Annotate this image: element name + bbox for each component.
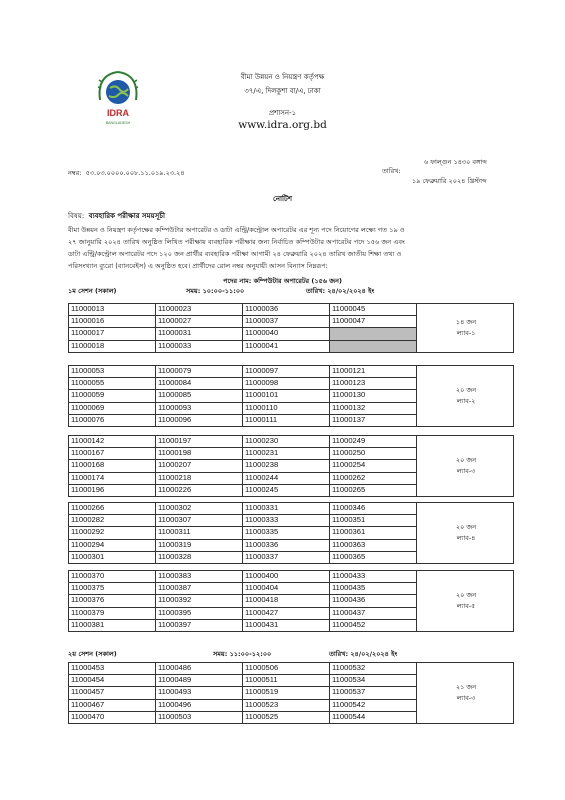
- roll-number-cell: 11000496: [156, 699, 243, 711]
- roll-number-cell: 11000404: [243, 583, 330, 595]
- roll-number-cell: 11000037: [243, 316, 330, 328]
- roll-number-cell: 11000198: [156, 448, 243, 460]
- roll-number-cell: 11000397: [156, 619, 243, 631]
- roll-number-cell: 11000392: [156, 595, 243, 607]
- roll-number-cell: 11000098: [243, 378, 330, 390]
- roll-number-cell: 11000294: [69, 539, 156, 551]
- roll-table-lab-2: [68, 365, 514, 427]
- roll-number-cell: 11000055: [69, 378, 156, 390]
- roll-number-cell: 11000346: [330, 503, 417, 515]
- lab-name: ল্যাব-৪: [456, 533, 476, 542]
- roll-number-cell: 11000076: [69, 414, 156, 426]
- roll-number-cell: 11000096: [156, 414, 243, 426]
- memo-number-value: ৫৩.০৩.০০০০.০০৮.১১.০১৯.২৩.২৪: [85, 169, 185, 177]
- table-row: [69, 436, 514, 448]
- roll-number-cell: 11000375: [69, 583, 156, 595]
- roll-number-cell: 11000351: [330, 515, 417, 527]
- roll-number-cell: 11000031: [156, 328, 243, 340]
- table-row: [69, 571, 514, 583]
- empty-roll-cell: [330, 340, 417, 352]
- roll-number-cell: 11000365: [330, 551, 417, 563]
- roll-number-cell: 11000047: [330, 316, 417, 328]
- session-1-date: তারিখ: ২৪/০২/২০২৪ ইং: [306, 287, 375, 295]
- roll-number-cell: 11000337: [243, 551, 330, 563]
- roll-number-cell: 11000084: [156, 378, 243, 390]
- roll-number-cell: 11000123: [330, 378, 417, 390]
- roll-number-cell: 11000053: [69, 366, 156, 378]
- roll-number-cell: 11000454: [69, 675, 156, 687]
- lab-name: ল্যাব-৩: [456, 466, 476, 475]
- roll-number-cell: 11000013: [69, 304, 156, 316]
- date-label: তারিখ:: [382, 167, 401, 175]
- roll-number-cell: 11000016: [69, 316, 156, 328]
- roll-number-cell: 11000027: [156, 316, 243, 328]
- roll-number-cell: 11000231: [243, 448, 330, 460]
- roll-number-cell: 11000379: [69, 607, 156, 619]
- table-row: [69, 304, 514, 316]
- roll-number-cell: 11000452: [330, 619, 417, 631]
- notice-body-line: পরিসংখ্যান ব্যুরো (ব্যানবেইস) এ অনুষ্ঠিত হবে। প্রার্থীদের রোল নম্বর অনুযায়ী আসন বিন্যাস নিম্নরূপ:: [68, 262, 328, 270]
- logo-text: IDRA: [107, 108, 129, 118]
- lab-assignment-cell: [417, 503, 514, 564]
- roll-number-cell: 11000023: [156, 304, 243, 316]
- roll-number-cell: 11000207: [156, 460, 243, 472]
- date-english: ১৯ ফেব্রুয়ারি ২০২৪ খ্রিস্টাব্দ: [412, 177, 487, 185]
- roll-number-cell: 11000266: [69, 503, 156, 515]
- roll-number-cell: 11000041: [243, 340, 330, 352]
- roll-number-cell: 11000254: [330, 460, 417, 472]
- roll-number-cell: 11000197: [156, 436, 243, 448]
- roll-number-cell: 11000336: [243, 539, 330, 551]
- roll-number-cell: 11000093: [156, 402, 243, 414]
- lab-assignment-cell: [417, 436, 514, 497]
- candidate-count: ২১ জন: [455, 682, 477, 691]
- roll-number-cell: 11000230: [243, 436, 330, 448]
- roll-number-cell: 11000537: [330, 687, 417, 699]
- department: প্রশাসন-১: [268, 109, 297, 117]
- lab-assignment-cell: [417, 304, 514, 353]
- roll-number-cell: 11000018: [69, 340, 156, 352]
- candidate-count: ২০ জন: [455, 455, 477, 464]
- roll-number-cell: 11000437: [330, 607, 417, 619]
- memo-number: [68, 168, 185, 179]
- roll-number-cell: 11000433: [330, 571, 417, 583]
- roll-number-cell: 11000265: [330, 484, 417, 496]
- roll-number-cell: 11000167: [69, 448, 156, 460]
- roll-number-cell: 11000302: [156, 503, 243, 515]
- roll-number-cell: 11000307: [156, 515, 243, 527]
- roll-number-cell: 11000503: [156, 711, 243, 723]
- roll-number-cell: 11000370: [69, 571, 156, 583]
- roll-number-cell: 11000244: [243, 472, 330, 484]
- roll-table-lab-3: [68, 435, 514, 497]
- lab-name: ল্যাব-৫: [456, 601, 476, 610]
- roll-number-cell: 11000045: [330, 304, 417, 316]
- session-1-name: ১ম সেশন (সকাল): [68, 287, 117, 295]
- session-2-date: তারিখ: ২৪/০২/২০২৪ ইং: [329, 650, 398, 658]
- candidate-count: ২০ জন: [455, 590, 477, 599]
- memo-number-label: নম্বর:: [68, 169, 82, 177]
- roll-number-cell: 11000301: [69, 551, 156, 563]
- roll-number-cell: 11000534: [330, 675, 417, 687]
- roll-number-cell: 11000544: [330, 711, 417, 723]
- roll-number-cell: 11000457: [69, 687, 156, 699]
- notice-body-line: ২৭ জানুয়ারি ২০২৪ তারিখ অনুষ্ঠিত লিখিত পরীক্ষায় ব্যবহারিক পরীক্ষার জন্য নির্বাচিত কম্পিউটার অপারেটর পদে ১৫৬ জন এবং: [68, 238, 405, 246]
- roll-number-cell: 11000519: [243, 687, 330, 699]
- roll-number-cell: 11000319: [156, 539, 243, 551]
- roll-number-cell: 11000532: [330, 663, 417, 675]
- notice-title: নোটিশ: [272, 195, 292, 203]
- roll-number-cell: 11000121: [330, 366, 417, 378]
- roll-number-cell: 11000328: [156, 551, 243, 563]
- roll-number-cell: 11000101: [243, 390, 330, 402]
- roll-number-cell: 11000033: [156, 340, 243, 352]
- subject-text: ব্যবহারিক পরীক্ষার সময়সূচী: [88, 212, 166, 220]
- roll-number-cell: 11000395: [156, 607, 243, 619]
- session-1-time: সময়: ১০:০০-১১:০০: [186, 287, 245, 295]
- roll-number-cell: 11000262: [330, 472, 417, 484]
- roll-number-cell: 11000079: [156, 366, 243, 378]
- roll-number-cell: 11000493: [156, 687, 243, 699]
- roll-number-cell: 11000142: [69, 436, 156, 448]
- roll-number-cell: 11000435: [330, 583, 417, 595]
- candidate-count: ১৪ জন: [455, 317, 477, 326]
- lab-assignment-cell: [417, 366, 514, 427]
- roll-number-cell: 11000523: [243, 699, 330, 711]
- website-link[interactable]: www.idra.org.bd: [238, 119, 327, 131]
- roll-number-cell: 11000331: [243, 503, 330, 515]
- lab-name: ল্যাব-১: [456, 328, 476, 337]
- roll-number-cell: 11000097: [243, 366, 330, 378]
- roll-number-cell: 11000132: [330, 402, 417, 414]
- post-name: পদের নাম: কম্পিউটার অপারেটর (১৫৬ জন): [223, 277, 342, 285]
- roll-number-cell: 11000085: [156, 390, 243, 402]
- roll-table-lab-1: [68, 303, 514, 353]
- roll-number-cell: 11000311: [156, 527, 243, 539]
- notice-body: [68, 224, 516, 272]
- roll-number-cell: 11000489: [156, 675, 243, 687]
- roll-number-cell: 11000249: [330, 436, 417, 448]
- roll-number-cell: 11000387: [156, 583, 243, 595]
- date-bangla: ৬ ফাল্গুন ১৪৩০ বঙ্গাব্দ: [424, 158, 487, 166]
- roll-number-cell: 11000436: [330, 595, 417, 607]
- roll-number-cell: 11000363: [330, 539, 417, 551]
- roll-table-lab-4: [68, 502, 514, 564]
- roll-number-cell: 11000238: [243, 460, 330, 472]
- session-2-name: ২য় সেশন (সকাল): [68, 650, 117, 658]
- empty-roll-cell: [330, 328, 417, 340]
- roll-number-cell: 11000400: [243, 571, 330, 583]
- lab-assignment-cell: [417, 663, 514, 724]
- roll-number-cell: 11000226: [156, 484, 243, 496]
- notice-body-line: ডাটা এন্ট্রি/কন্ট্রোল অপারেটর পদে ১২০ জন প্রার্থীর ব্যবহারিক পরীক্ষা আগামী ২৪ ফেব্রুয়ারি ২০২৪ তারিখ জাতীয় শিক্ষা তথ্য ও: [68, 250, 402, 258]
- session-2-time: সময়: ১১:০০-১২:০০: [213, 650, 272, 658]
- roll-number-cell: 11000111: [243, 414, 330, 426]
- roll-number-cell: 11000453: [69, 663, 156, 675]
- roll-number-cell: 11000506: [243, 663, 330, 675]
- lab-name: ল্যাব-৩: [456, 693, 476, 702]
- roll-number-cell: 11000059: [69, 390, 156, 402]
- roll-number-cell: 11000383: [156, 571, 243, 583]
- roll-number-cell: 11000470: [69, 711, 156, 723]
- roll-number-cell: 11000361: [330, 527, 417, 539]
- subject-label: বিষয়:: [68, 212, 85, 220]
- candidate-count: ২০ জন: [455, 522, 477, 531]
- table-row: [69, 503, 514, 515]
- lab-name: ল্যাব-২: [456, 396, 476, 405]
- roll-number-cell: 11000486: [156, 663, 243, 675]
- roll-number-cell: 11000418: [243, 595, 330, 607]
- org-name: বীমা উন্নয়ন ও নিয়ন্ত্রণ কর্তৃপক্ষ: [240, 73, 325, 81]
- roll-number-cell: 11000431: [243, 619, 330, 631]
- roll-number-cell: 11000017: [69, 328, 156, 340]
- roll-number-cell: 11000040: [243, 328, 330, 340]
- roll-number-cell: 11000525: [243, 711, 330, 723]
- table-row: [69, 663, 514, 675]
- roll-table-lab-3-session-2: [68, 662, 514, 724]
- roll-number-cell: 11000110: [243, 402, 330, 414]
- roll-number-cell: 11000511: [243, 675, 330, 687]
- roll-number-cell: 11000250: [330, 448, 417, 460]
- roll-number-cell: 11000467: [69, 699, 156, 711]
- roll-number-cell: 11000036: [243, 304, 330, 316]
- roll-number-cell: 11000282: [69, 515, 156, 527]
- roll-number-cell: 11000168: [69, 460, 156, 472]
- roll-number-cell: 11000137: [330, 414, 417, 426]
- roll-table-lab-5: [68, 570, 514, 632]
- candidate-count: ২০ জন: [455, 385, 477, 394]
- roll-number-cell: 11000335: [243, 527, 330, 539]
- notice-body-line: বীমা উন্নয়ন ও নিয়ন্ত্রণ কর্তৃপক্ষের কম্পিউটার অপারেটর ও ডাটা এন্ট্রি/কন্ট্রোল অপারেটর এর শূন্য পদে নিয়োগের লক্ষ্যে গত ১৯ ও: [68, 226, 405, 234]
- roll-number-cell: 11000542: [330, 699, 417, 711]
- roll-number-cell: 11000174: [69, 472, 156, 484]
- roll-number-cell: 11000196: [69, 484, 156, 496]
- roll-number-cell: 11000292: [69, 527, 156, 539]
- roll-number-cell: 11000333: [243, 515, 330, 527]
- roll-number-cell: 11000376: [69, 595, 156, 607]
- roll-number-cell: 11000245: [243, 484, 330, 496]
- table-row: [69, 366, 514, 378]
- roll-number-cell: 11000427: [243, 607, 330, 619]
- roll-number-cell: 11000381: [69, 619, 156, 631]
- org-address: ৩৭/এ, দিলকুশা বা/এ, ঢাকা: [244, 87, 321, 95]
- logo-subtext: BANGLADESH: [105, 121, 131, 125]
- subject-line: [68, 210, 165, 222]
- roll-number-cell: 11000130: [330, 390, 417, 402]
- lab-assignment-cell: [417, 571, 514, 632]
- roll-number-cell: 11000218: [156, 472, 243, 484]
- roll-number-cell: 11000069: [69, 402, 156, 414]
